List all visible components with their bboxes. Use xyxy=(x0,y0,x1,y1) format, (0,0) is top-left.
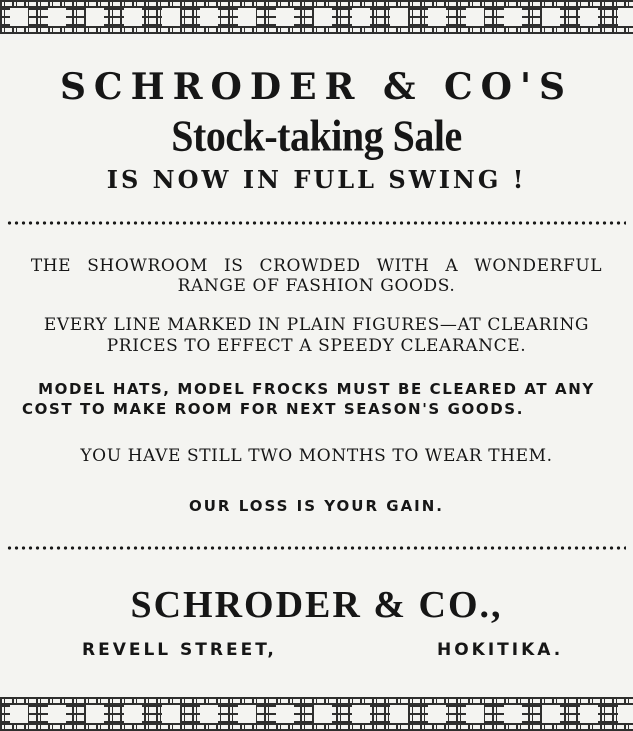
heading-firm-name: SCHRODER & CO'S xyxy=(59,66,574,108)
dotted-divider-lower xyxy=(6,546,626,550)
model-hats-text-line-2: COST TO MAKE ROOM FOR NEXT SEASON'S GOODS. xyxy=(22,400,524,418)
model-hats-text-line-1: MODEL HATS, MODEL FROCKS MUST BE CLEARED AT ANY xyxy=(38,380,595,398)
prices-text-line-1: EVERY LINE MARKED IN PLAIN FIGURES—AT CLEARING xyxy=(43,315,590,335)
loss-gain-text: OUR LOSS IS YOUR GAIN. xyxy=(188,497,445,515)
bottom-ornamental-border xyxy=(0,697,633,731)
two-months-text: YOU HAVE STILL TWO MONTHS TO WEAR THEM. xyxy=(80,446,553,466)
showroom-text-line-2: RANGE OF FASHION GOODS. xyxy=(177,276,456,296)
footer-street: REVELL STREET, xyxy=(82,640,277,660)
prices-text-line-2: PRICES TO EFFECT A SPEEDY CLEARANCE. xyxy=(106,336,527,356)
dotted-divider-upper xyxy=(6,221,626,225)
heading-sale-status: IS NOW IN FULL SWING ! xyxy=(106,165,527,194)
footer-town: HOKITIKA. xyxy=(437,640,564,660)
top-ornamental-border xyxy=(0,0,633,34)
footer-firm-name: SCHRODER & CO., xyxy=(130,584,503,626)
showroom-text-line-1: THE SHOWROOM IS CROWDED WITH A WONDERFUL xyxy=(30,256,603,276)
heading-sale-title: Stock-taking Sale xyxy=(171,110,462,161)
